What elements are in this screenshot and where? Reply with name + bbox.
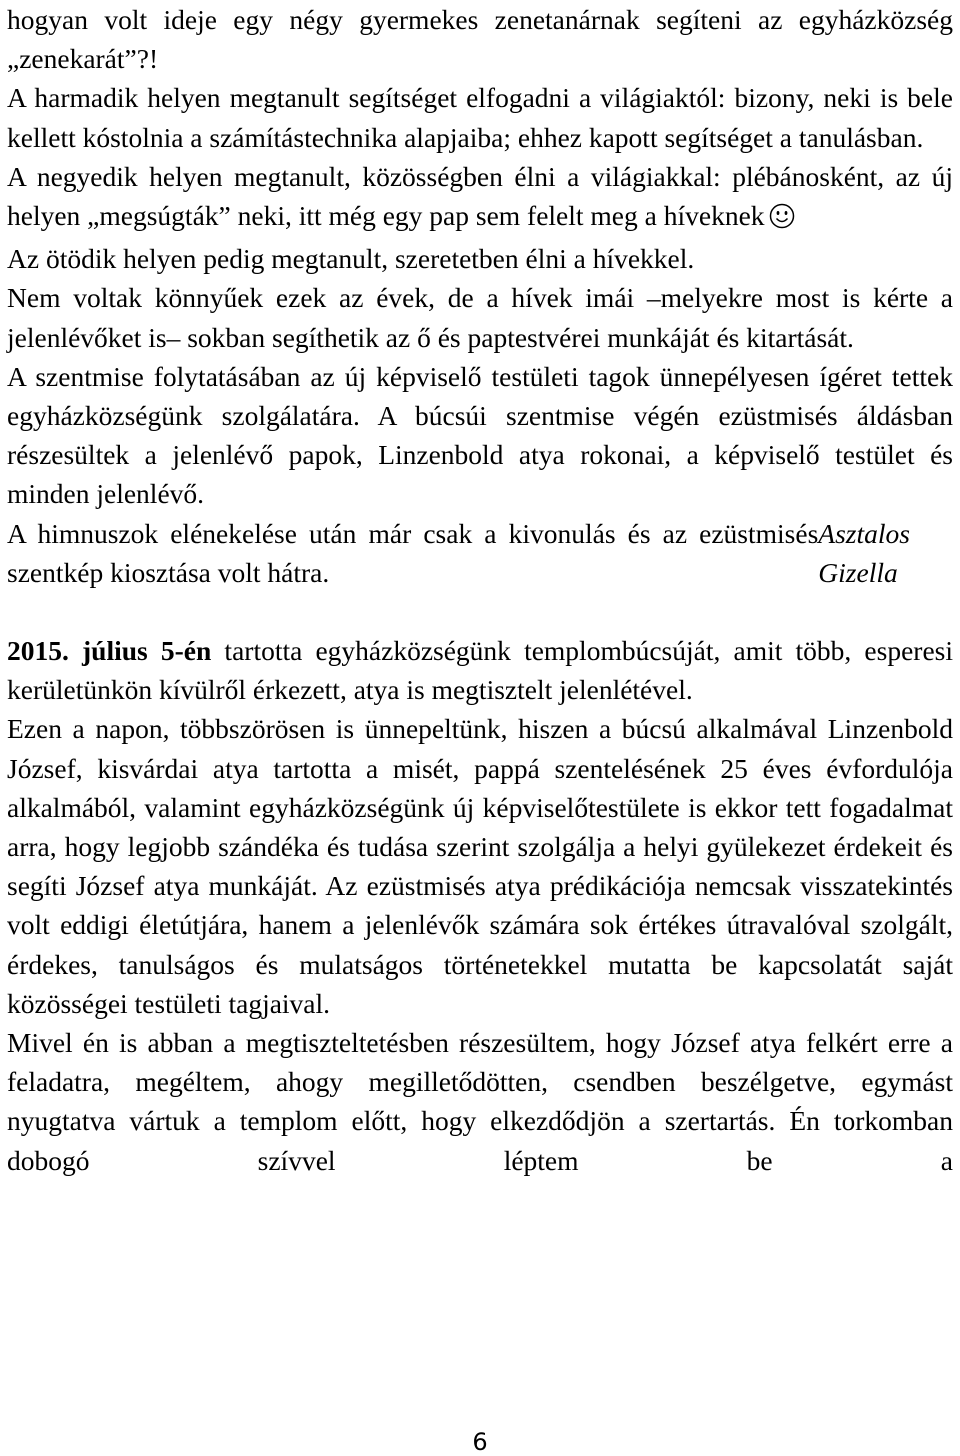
smiley-face-icon [769,200,795,239]
paragraph-nem-voltak-konnyuek: Nem voltak könnyűek ezek az évek, de a hívek imái –melyekre most is kérte a jelenlévőket is– sokban segíthetik az ő és paptestvérei munkáját és kitartását. [7,282,953,353]
paragraph-otodik-helyen: Az ötödik helyen pedig megtanult, szeretetben élni a hívekkel. [7,243,695,275]
author-signature: Asztalos Gizella [818,517,910,588]
document-page [7,0,953,1180]
section-gap [7,592,953,631]
event-date: 2015. július 5-én [7,635,212,667]
paragraph-ezen-a-napon: Ezen a napon, többszörösen is ünnepeltünk, hiszen a búcsú alkalmával Linzenbold József, kisvárdai atya tartotta a misét, pappá szentelésének 25 éves évfordulója alkalmából, valamint egyházközségünk új képviselőtestülete is ekkor tett fogadalmat arra, hogy legjobb szándéka és tudása szerint szolgálja a helyi gyülekezet érdekeit és segíti József atya munkáját. Az ezüstmisés atya prédikációja nemcsak visszatekintés volt eddigi életútjára, hanem a jelenlévők számára sok értékes útravalóval szolgált, érdekes, tanulságos és mulatságos történetekkel mutatta be kapcsolatát saját közösségei testületi tagjaival. [7,713,953,1019]
paragraph-templombucsu [7,631,953,709]
paragraph-himnuszok: A himnuszok elénekelése után már csak a kivonulás és az ezüstmisés szentkép kiosztása volt hátra. [7,517,819,588]
paragraph-harmadik-helyen: A harmadik helyen megtanult segítséget elfogadni a világiaktól: bizony, neki is bele kellett kóstolnia a számítástechnika alapjaiba; ehhez kapott segítséget a tanulásban. [7,82,953,153]
paragraph-szentmise-folytatasa: A szentmise folytatásában az új képviselő testületi tagok ünnepélyesen ígéret tettek egyházközségünk szolgálatára. A búcsúi szentmise végén ezüstmisés áldásban részesültek a jelenlévő papok, Linzenbold atya rokonai, a képviselő testület és minden jelenlévő. [7,360,953,510]
paragraph-mivel-en-is: Mivel én is abban a megtiszteltetésben részesültem, hogy József atya felkért erre a feladatra, megéltem, ahogy megilletődötten, csendben beszélgetve, egymást nyugtatva vártuk a templom előtt, hogy elkezdődjön a szertartás. Én torkomban dobogó szívvel léptem be a [7,1027,953,1176]
paragraph-zenekar: hogyan volt ideje egy négy gyermekes zenetanárnak segíteni az egyházközség „zenekarát”?! [7,4,953,75]
paragraph-negyedik-text: A negyedik helyen megtanult, közösségben élni a világiakkal: plébánosként, az új helyen „megsúgták” neki, itt még egy pap sem felelt meg a híveknek [7,160,953,232]
page-number: 6 [472,1428,488,1456]
paragraph-himnuszok-signature-line [7,514,953,592]
paragraph-negyedik-helyen [7,157,953,239]
paragraph-templombucsu-text: tartotta egyházközségünk templombúcsúját, amit több, esperesi kerületünkön kívülről érkezett, atya is megtisztelt jelenlétével. [7,635,953,706]
